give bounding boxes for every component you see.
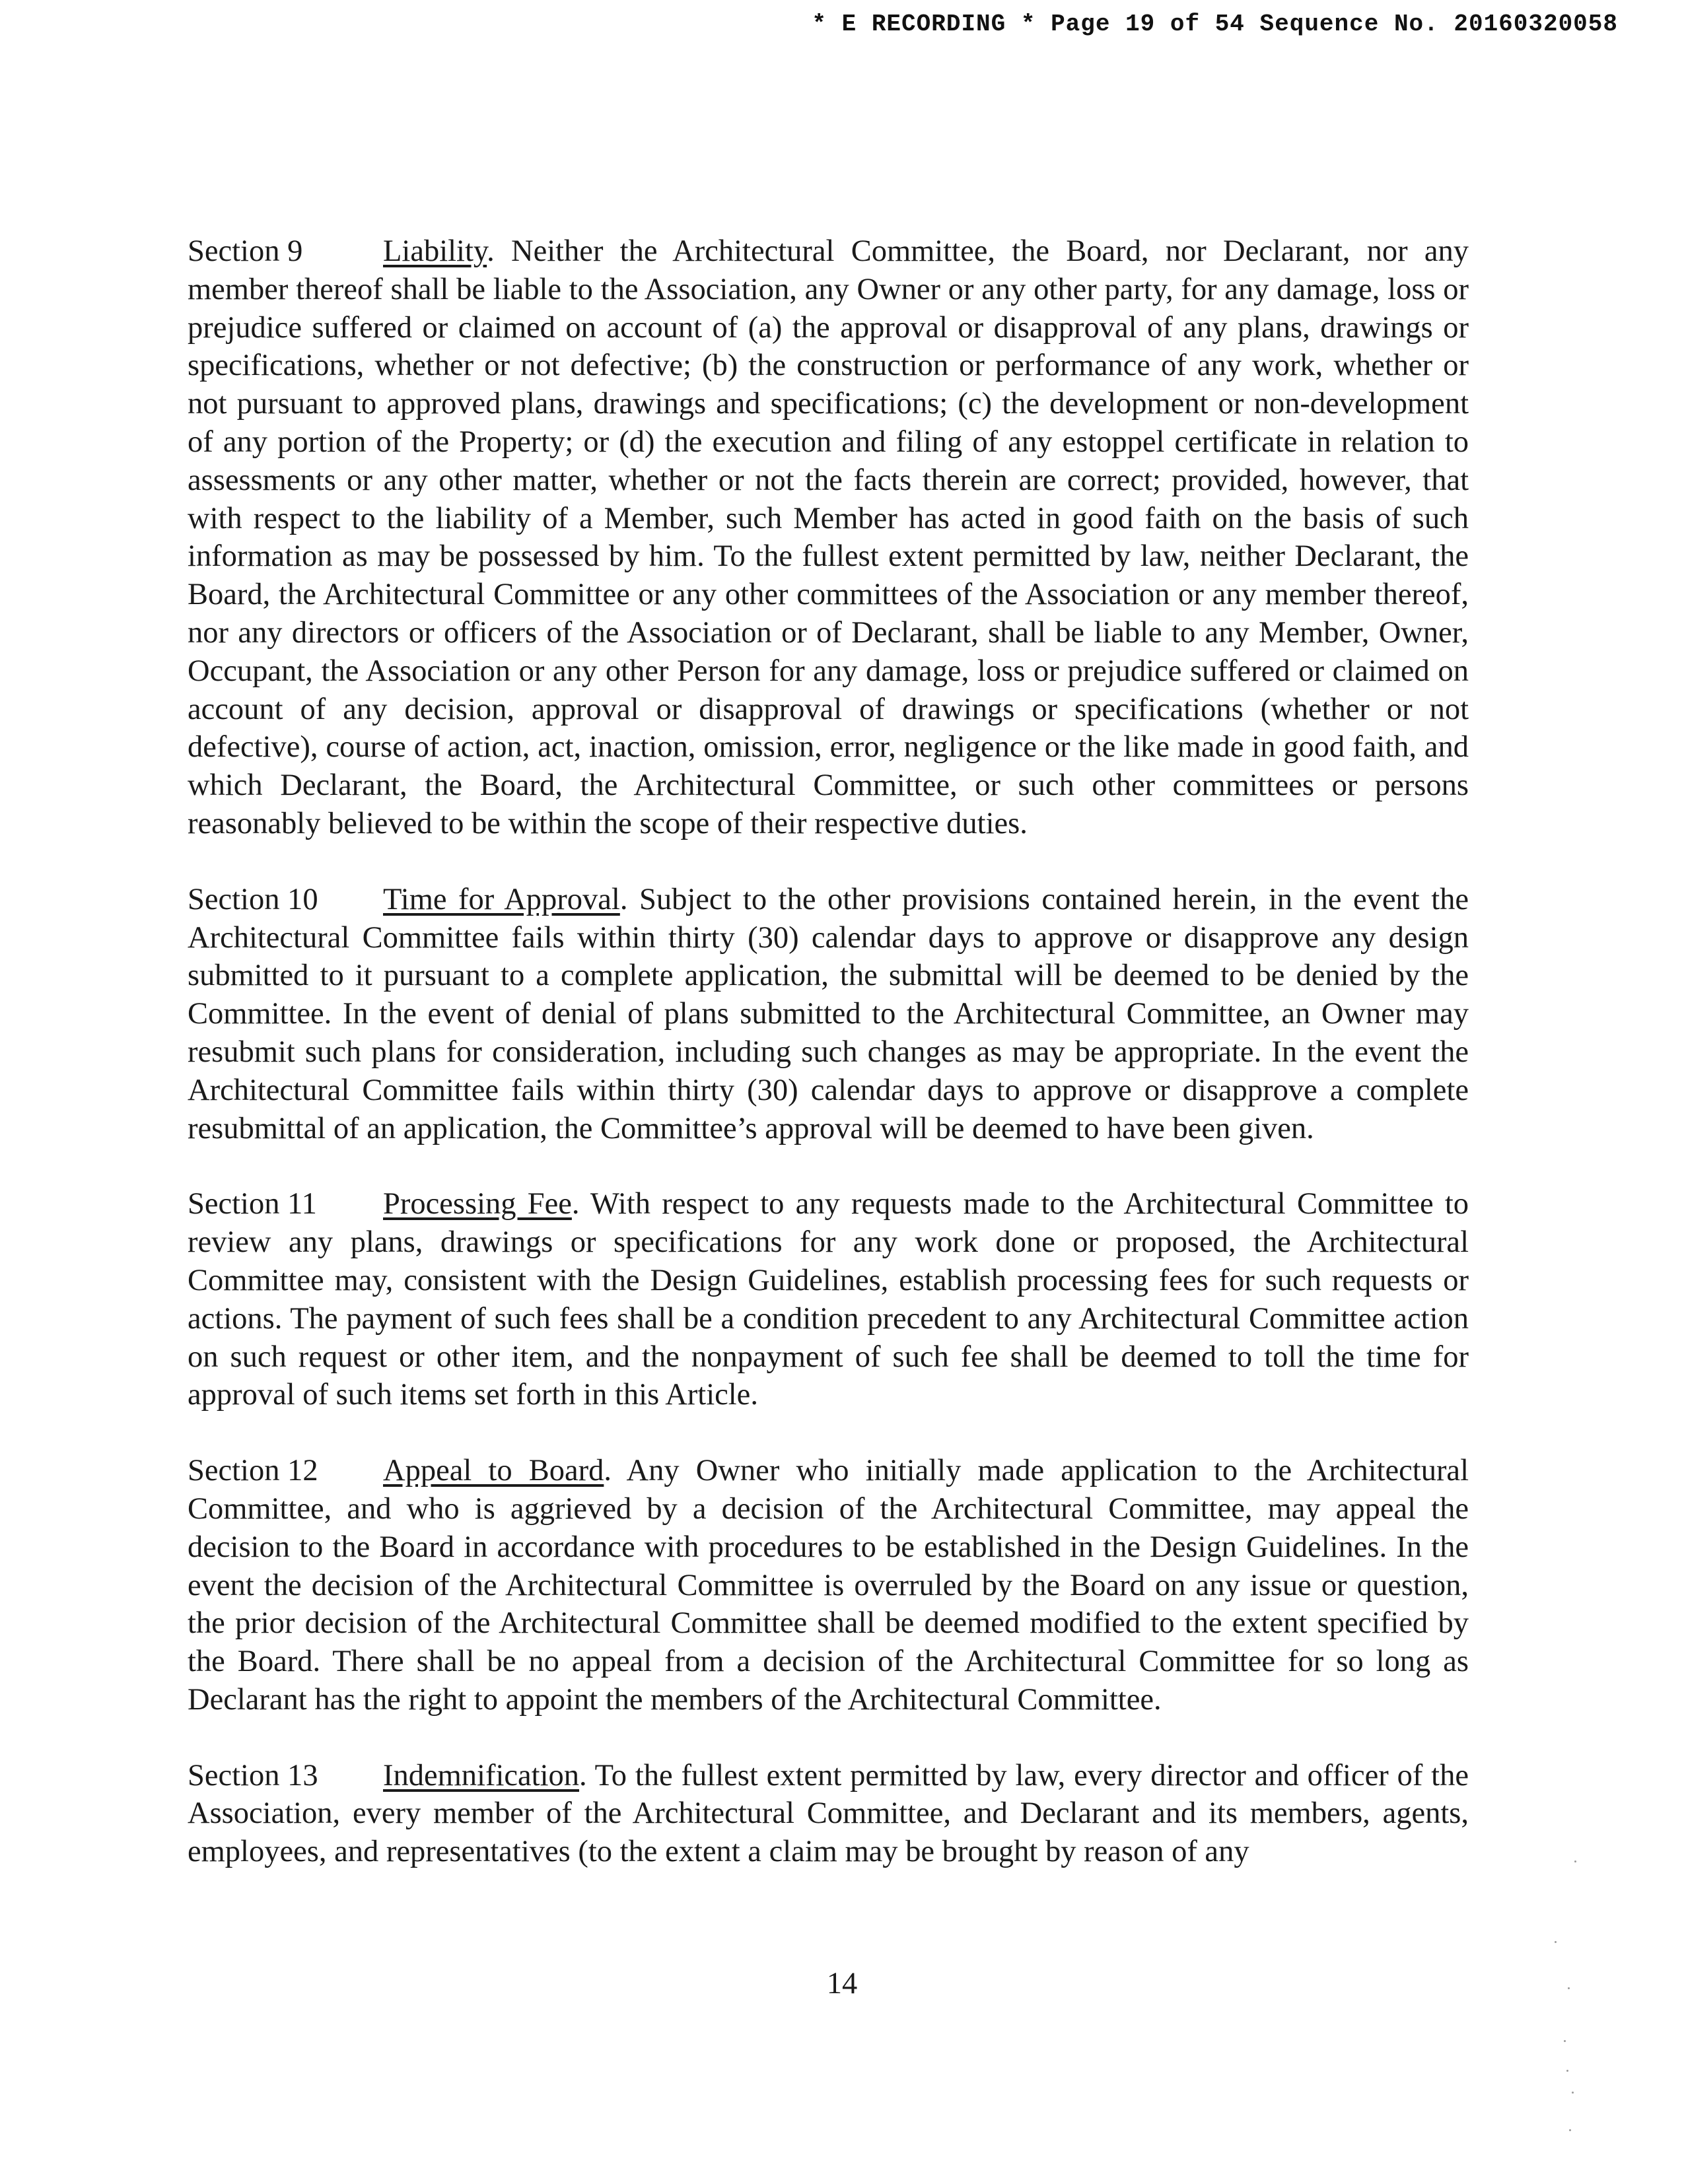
section-number: Section 10 <box>188 882 318 916</box>
section-body: . Subject to the other provisions contained herein, in the event the Architectural Committee fails within thirty (30) calendar days to approve or disapprove any design submitted to it pursuant to a complete application, the submittal will be deemed to be denied by the Committee. In the event of denial of plans submitted to the Architectural Committee, an Owner may resubmit such plans for consideration, including such changes as may be appropriate. In the event the Architectural Committee fails within thirty (30) calendar days to approve or disapprove a complete resubmittal of an application, the Committee’s approval will be deemed to have been given. <box>188 882 1469 1145</box>
section-10 <box>188 881 1469 1148</box>
scan-speck <box>1564 2040 1566 2042</box>
section-number: Section 9 <box>188 234 303 268</box>
section-12 <box>188 1452 1469 1719</box>
section-9 <box>188 232 1469 843</box>
section-title: Processing Fee <box>383 1187 572 1221</box>
section-number: Section 11 <box>188 1187 317 1221</box>
section-13 <box>188 1757 1469 1871</box>
scan-speck <box>1566 2070 1568 2072</box>
scan-speck <box>1555 1941 1557 1943</box>
section-title: Liability <box>383 234 487 268</box>
section-title: Time for Approval <box>383 882 620 916</box>
scan-speck <box>1574 1860 1576 1862</box>
section-title: Appeal to Board <box>383 1454 604 1488</box>
section-body: . To the fullest extent permitted by law, every director and officer of the Association, every member of the Architectural Committee, and Declarant and its members, agents, employees, and representatives (to the extent a claim may be brought by reason of any <box>188 1758 1469 1869</box>
document-body <box>188 232 1469 1909</box>
section-title: Indemnification <box>383 1758 579 1792</box>
section-number: Section 12 <box>188 1454 318 1488</box>
section-body: . With respect to any requests made to the Architectural Committee to review any plans, drawings or specifications for any work done or proposed, the Architectural Committee may, consistent with the Design Guidelines, establish processing fees for such requests or actions. The payment of such fees shall be a condition precedent to any Architectural Committee action on such request or other item, and the nonpayment of such fee shall be deemed to toll the time for approval of such items set forth in this Article. <box>188 1187 1469 1412</box>
scan-speck <box>1572 2092 1574 2094</box>
scan-speck <box>1569 2129 1571 2131</box>
section-11 <box>188 1185 1469 1414</box>
section-body: . Neither the Architectural Committee, the Board, nor Declarant, nor any member thereof shall be liable to the Association, any Owner or any other party, for any damage, loss or prejudice suffered or claimed on account of (a) the approval or disapproval of any plans, drawings or specifications, whether or not defective; (b) the construction or performance of any work, whether or not pursuant to approved plans, drawings and specifications; (c) the development or non-development of any portion of the Property; or (d) the execution and filing of any estoppel certificate in relation to assessments or any other matter, whether or not the facts therein are correct; provided, however, that with respect to the liability of a Member, such Member has acted in good faith on the basis of such information as may be possessed by him. To the fullest extent permitted by law, neither Declarant, the Board, the Architectural Committee or any other committees of the Association or any member thereof, nor any directors or officers of the Association or of Declarant, shall be liable to any Member, Owner, Occupant, the Association or any other Person for any damage, loss or prejudice suffered or claimed on account of any decision, approval or disapproval of drawings or specifications (whether or not defective), course of action, act, inaction, omission, error, negligence or the like made in good faith, and which Declarant, the Board, the Architectural Committee, or such other committees or persons reasonably believed to be within the scope of their respective duties. <box>188 234 1469 840</box>
section-number: Section 13 <box>188 1758 318 1792</box>
section-body: . Any Owner who initially made application to the Architectural Committee, and who is aggrieved by a decision of the Architectural Committee, may appeal the decision to the Board in accordance with procedures to be established in the Design Guidelines. In the event the decision of the Architectural Committee is overruled by the Board on any issue or question, the prior decision of the Architectural Committee shall be deemed modified to the extent specified by the Board. There shall be no appeal from a decision of the Architectural Committee for so long as Declarant has the right to appoint the members of the Architectural Committee. <box>188 1454 1469 1717</box>
scan-speck <box>1568 1987 1570 1989</box>
page-number: 14 <box>826 1967 858 2000</box>
recording-header: * E RECORDING * Page 19 of 54 Sequence No. 20160320058 <box>812 11 1618 38</box>
